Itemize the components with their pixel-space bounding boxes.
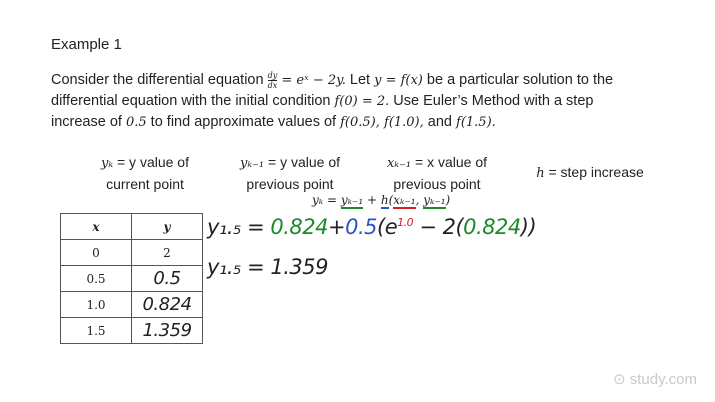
symbol: yₖ (101, 156, 114, 171)
text: current point (106, 176, 184, 192)
paren: ( (388, 193, 394, 207)
math: f(1.5). (456, 115, 496, 130)
euler-formula (312, 193, 450, 207)
step-value: 0.5 (125, 115, 147, 130)
text: Use Euler’s Method with a step increase of (51, 93, 594, 130)
text: and (423, 114, 457, 130)
handwritten-result (207, 255, 328, 279)
text: be a particular solution to the differential equation with the initial condition (51, 72, 614, 109)
lhs: yₖ = (312, 193, 341, 207)
lhs: y₁.₅ = (207, 215, 271, 239)
problem-statement (51, 70, 651, 133)
cell-x: 0 (61, 240, 132, 266)
x-prev-value: 1.0 (397, 216, 414, 229)
equation: = eˣ − 2y. (277, 73, 346, 88)
paren: )) (520, 215, 537, 239)
text: to find approximate values of (146, 114, 341, 130)
cell-y: 0.5 (132, 266, 203, 292)
plus: + (363, 193, 381, 207)
handwritten-step (207, 215, 536, 239)
text: = y value of (113, 154, 189, 170)
text: = x value of (411, 154, 488, 170)
symbol: xₖ₋₁ (386, 156, 412, 171)
text: previous point (246, 176, 334, 192)
math: f(0.5), f(1.0), (340, 115, 424, 130)
header-x: x (61, 214, 132, 240)
paren: ) (445, 193, 451, 207)
study-watermark: ⊙ study.com (613, 371, 697, 388)
cell-x: 0.5 (61, 266, 132, 292)
cell-y: 2 (132, 240, 203, 266)
h-value: 0.5 (345, 215, 378, 239)
y-prev: yₖ₋₁ (340, 193, 364, 207)
table-row (61, 240, 203, 266)
dy-dx-fraction (268, 71, 278, 90)
y-prev-arg: yₖ₋₁ (423, 193, 446, 207)
cell-x: 1.5 (61, 318, 132, 344)
legend-xk-1 (362, 152, 512, 194)
table-header-row (61, 214, 203, 240)
x-prev: xₖ₋₁ (393, 193, 416, 207)
legend-yk (70, 152, 220, 194)
math: y = f(x) (374, 73, 423, 88)
symbol: h (536, 166, 545, 181)
text: Let (345, 72, 375, 88)
legend-yk-1 (215, 152, 365, 194)
y-prev-value: 0.824 (270, 215, 329, 239)
cell-x: 1.0 (61, 292, 132, 318)
text: previous point (393, 176, 481, 192)
table-row (61, 266, 203, 292)
table-row (61, 318, 203, 344)
text: = y value of (264, 154, 341, 170)
initial-condition: f(0) = 2. (334, 94, 390, 109)
exp-base: (e (377, 215, 398, 239)
euler-table (60, 213, 203, 344)
minus: − 2( (413, 215, 464, 239)
y-prev-value-2: 0.824 (463, 215, 521, 239)
table-row (61, 292, 203, 318)
denominator: dx (267, 80, 278, 90)
numerator: dy (267, 70, 278, 80)
lhs: y₁.₅ = (207, 255, 271, 279)
header-y: y (132, 214, 203, 240)
symbol: yₖ₋₁ (239, 156, 265, 171)
plus: + (328, 215, 346, 239)
cell-y: 0.824 (132, 292, 203, 318)
h: h (380, 193, 389, 207)
comma: , (415, 193, 424, 207)
example-title: Example 1 (51, 36, 122, 53)
cell-y: 1.359 (132, 318, 203, 344)
result: 1.359 (270, 255, 329, 279)
watermark-text: study.com (629, 371, 697, 388)
text: = step increase (544, 164, 644, 180)
text: Consider the differential equation (51, 72, 268, 88)
legend-h (520, 162, 660, 184)
